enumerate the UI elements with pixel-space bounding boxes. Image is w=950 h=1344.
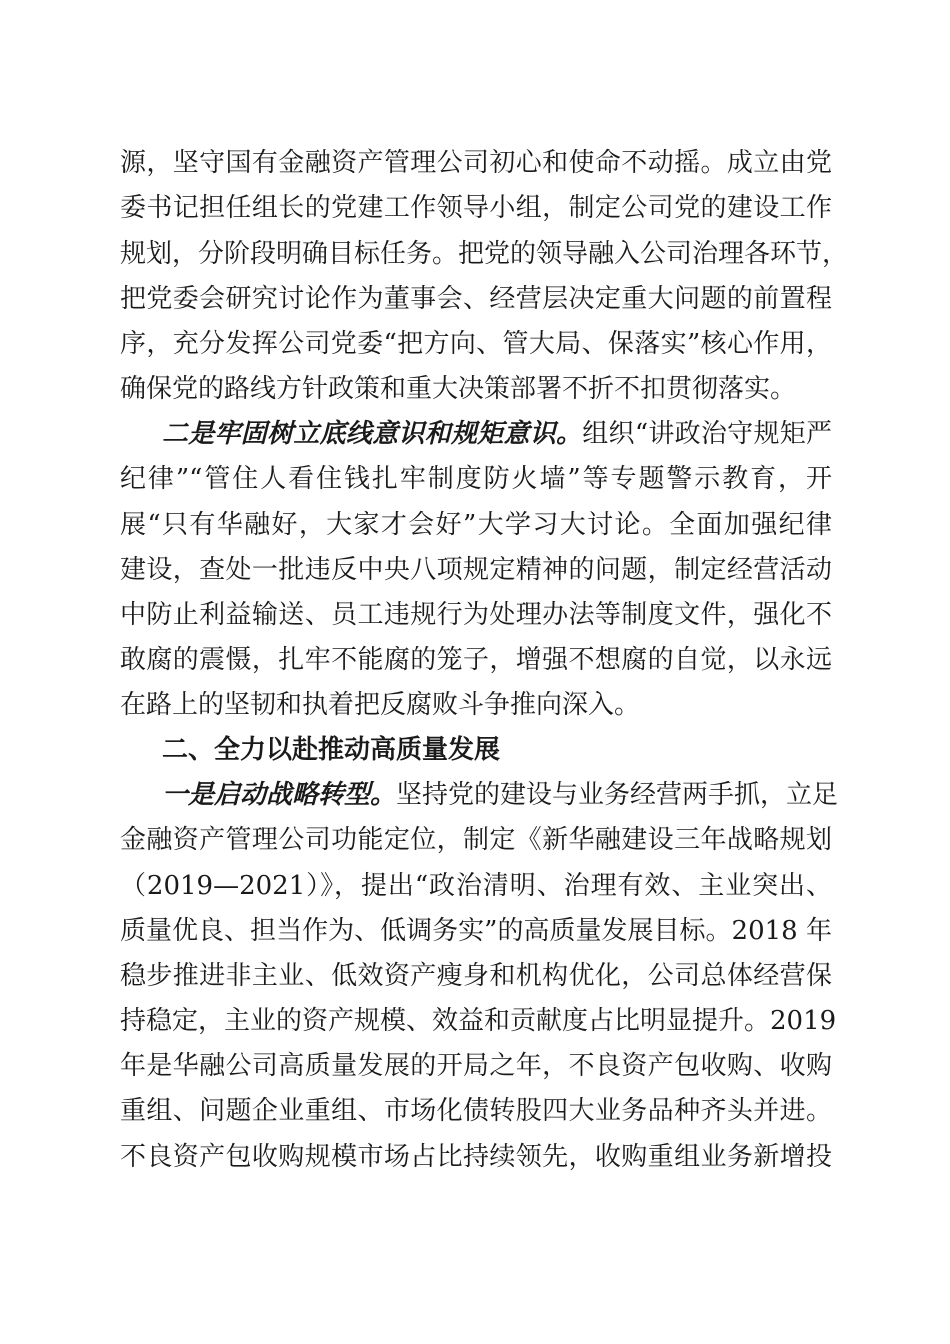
- section-heading: 二、全力以赴推动高质量发展: [162, 735, 501, 765]
- body-text-line: 纪律”“管住人看住钱扎牢制度防火墙”等专题警示教育，开: [120, 464, 832, 494]
- body-text-line: 中防止利益输送、员工违规行为处理办法等制度文件，强化不: [120, 600, 832, 630]
- body-text-line: 不良资产包收购规模市场占比持续领先，收购重组业务新增投: [120, 1142, 832, 1172]
- body-text-line: （2019—2021）》，提出“政治清明、治理有效、主业突出、: [120, 871, 832, 901]
- body-text-line: 源，坚守国有金融资产管理公司初心和使命不动摇。成立由党: [120, 148, 832, 178]
- paragraph-lead: 一是启动战略转型。: [162, 780, 397, 810]
- body-text-line: 重组、问题企业重组、市场化债转股四大业务品种齐头并进。: [120, 1096, 832, 1126]
- body-text-line: 确保党的路线方针政策和重大决策部署不折不扣贯彻落实。: [120, 374, 797, 404]
- body-text-line: 质量优良、担当作为、低调务实”的高质量发展目标。2018 年: [120, 916, 832, 946]
- body-text-line: 敢腐的震慑，扎牢不能腐的笼子，增强不想腐的自觉，以永远: [120, 645, 832, 675]
- body-text-line: 委书记担任组长的党建工作领导小组，制定公司党的建设工作: [120, 193, 832, 223]
- paragraph-lead: 二是牢固树立底线意识和规矩意识。: [162, 419, 583, 449]
- body-text-line: 建设，查处一批违反中央八项规定精神的问题，制定经营活动: [120, 555, 832, 585]
- paragraph-first-line-rest: 组织“讲政治守规矩严: [582, 419, 832, 449]
- body-text-line: 金融资产管理公司功能定位，制定《新华融建设三年战略规划: [120, 825, 832, 855]
- body-text-line: 持稳定，主业的资产规模、效益和贡献度占比明显提升。2019: [120, 1006, 837, 1036]
- body-text-line: 把党委会研究讨论作为董事会、经营层决定重大问题的前置程: [120, 284, 832, 314]
- paragraph-first-line: [162, 414, 832, 454]
- body-text-line: 规划，分阶段明确目标任务。把党的领导融入公司治理各环节，: [120, 239, 849, 269]
- paragraph-first-line: [162, 775, 839, 815]
- body-text-line: 在路上的坚韧和执着把反腐败斗争推向深入。: [120, 690, 641, 720]
- body-text-line: 年是华融公司高质量发展的开局之年，不良资产包收购、收购: [120, 1051, 832, 1081]
- body-text-line: 稳步推进非主业、低效资产瘦身和机构优化，公司总体经营保: [120, 961, 832, 991]
- body-text-line: 展“只有华融好，大家才会好”大学习大讨论。全面加强纪律: [120, 510, 832, 540]
- body-text-line: 序，充分发挥公司党委“把方向、管大局、保落实”核心作用，: [120, 329, 832, 359]
- paragraph-first-line-rest: 坚持党的建设与业务经营两手抓，立足: [396, 780, 839, 810]
